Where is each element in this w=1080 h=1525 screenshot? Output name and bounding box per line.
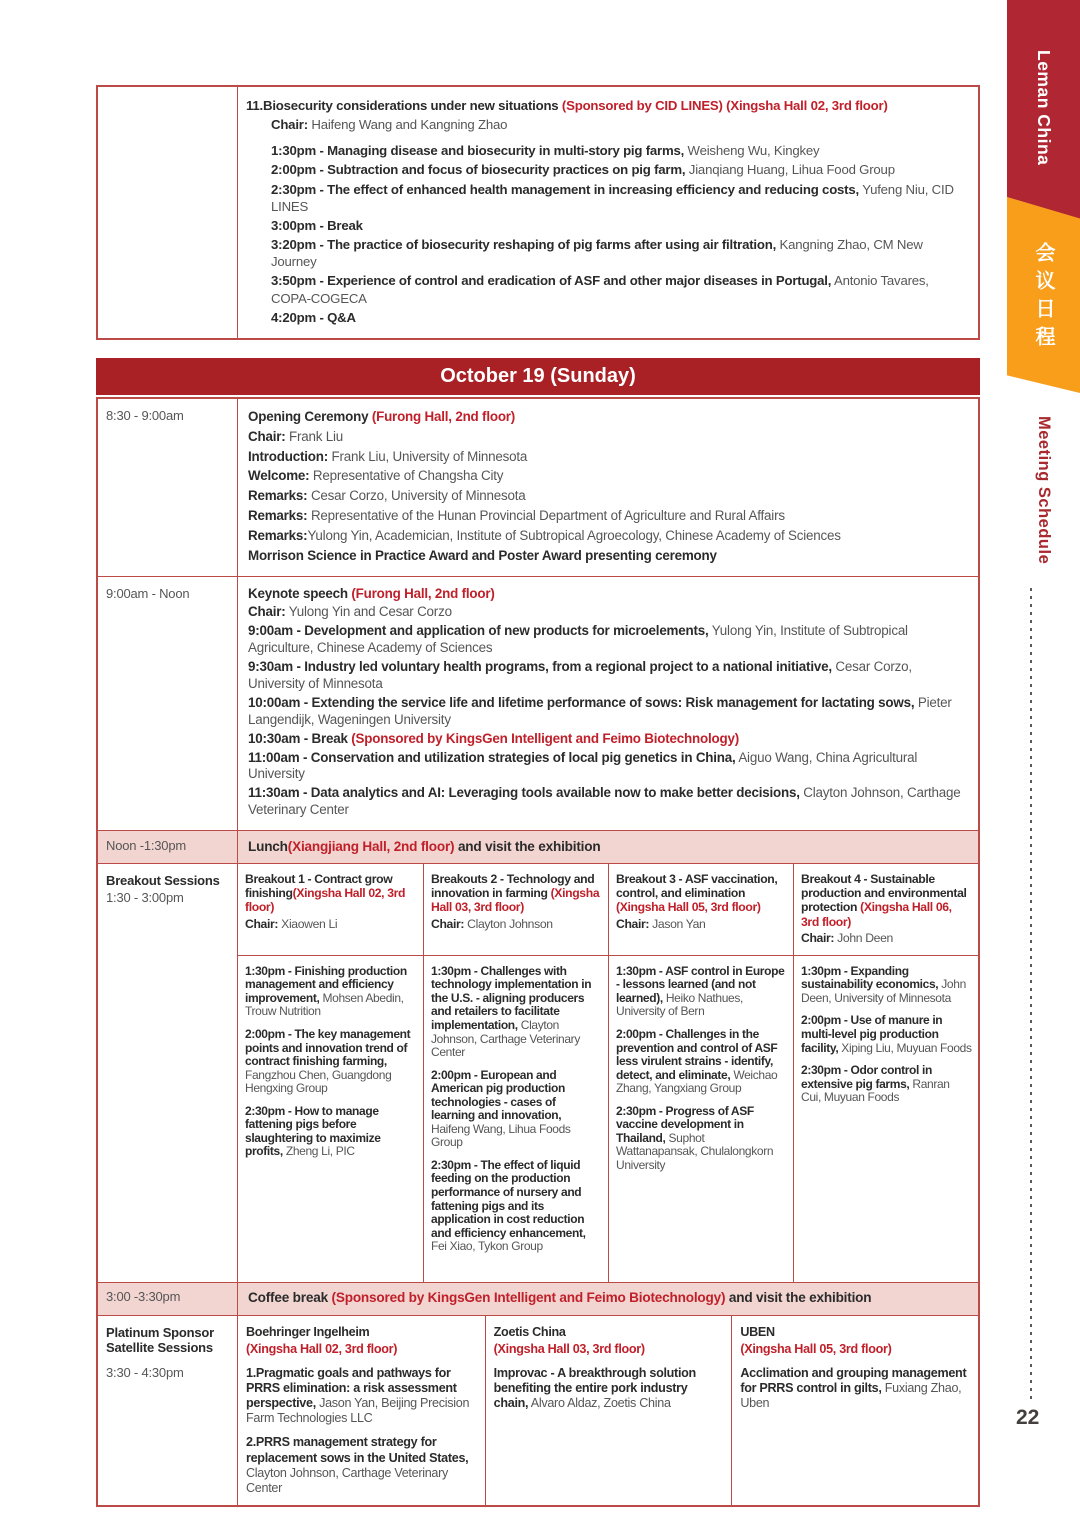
day-header: October 19 (Sunday)	[96, 358, 980, 395]
time-cell: 9:00am - Noon	[98, 577, 238, 831]
sidebar-dotted-divider	[1030, 588, 1032, 1403]
time-cell: 8:30 - 9:00am	[98, 399, 238, 576]
session-11-title: 11.Biosecurity considerations under new situations (Sponsored by CID LINES) (Xingsha Hall 02, 3rd floor)	[246, 98, 888, 113]
row-platinum-sponsor	[98, 1315, 978, 1505]
breakout-sessions-time: 1:30 - 3:00pm	[106, 889, 184, 905]
time-cell: Noon -1:30pm	[98, 831, 238, 863]
schedule-table	[96, 397, 980, 1507]
platinum-sessions-time: 3:30 - 4:30pm	[106, 1364, 184, 1380]
schedule-page-content	[96, 85, 980, 1507]
row-keynote	[98, 576, 978, 831]
platinum-boehringer-header: Boehringer Ingelheim (Xingsha Hall 02, 3rd floor)	[246, 1324, 398, 1356]
time-cell: 3:00 -3:30pm	[98, 1283, 238, 1315]
platinum-label-cell	[98, 1316, 238, 1505]
continuation-table	[96, 85, 980, 340]
row-lunch	[98, 830, 978, 863]
session-11-cell	[238, 87, 978, 338]
keynote-cell: Keynote speech (Furong Hall, 2nd floor) Chair: Yulong Yin and Cesar Corzo 9:00am - Development and application of new products for microelements, Yulong Yin, Institute of Subtropical Agriculture, Chinese Academy of Sciences 9:30am - Industry led voluntary health programs, from a regional project to a national initiative, Cesar Corzo, University of Minnesota 10:00am - Extending the service life and lifetime performance of sows: Risk management for lactating sows, Pieter Langendijk, Wageningen University 10:30am - Break (Sponsored by KingsGen Intelligent and Feimo Biotechnology) 11:00am - Conservation and utilization strategies of local pig genetics in China, Aiguo Wang, China Agricultural University 11:30am - Data analytics and AI: Leveraging tools available now to make better decisions, Clayton Johnson, Carthage Veterinary Center	[248, 585, 961, 818]
page-number: 22	[1016, 1406, 1040, 1429]
sidebar-section-label: Meeting Schedule	[1035, 415, 1053, 565]
platinum-zoetis-cell	[485, 1316, 732, 1505]
breakout-1-header: Breakout 1 - Contract grow finishing(Xingsha Hall 02, 3rd floor) Chair: Xiaowen Li	[238, 864, 423, 956]
platinum-boehringer-cell	[238, 1316, 485, 1505]
coffee-break-cell: Coffee break (Sponsored by KingsGen Intelligent and Feimo Biotechnology) and visit the exhibition	[248, 1290, 872, 1306]
opening-ceremony-cell: Opening Ceremony (Furong Hall, 2nd floor) Chair: Frank Liu Introduction: Frank Liu, University of Minnesota Welcome: Representative of Changsha City Remarks: Cesar Corzo, University of Minnesota Remarks: Representative of the Hunan Provincial Department of Agriculture and Rural Affairs Remarks:Yulong Yin, Academician, Institute of Subtropical Agroecology, Chinese Academy of Sciences Morrison Science in Practice Award and Poster Award presenting ceremony	[248, 408, 841, 563]
platinum-uben-header: UBEN (Xingsha Hall 05, 3rd floor)	[740, 1324, 892, 1356]
breakout-2-agenda: 1:30pm - Challenges with technology implementation in the U.S. - aligning producers and retailers to facilitate implementation, Clayton Johnson, Carthage Veterinary Center 2:00pm - European and American pig production technologies - cases of learning and innovation, Haifeng Wang, Lihua Foods Group 2:30pm - The effect of liquid feeding on the production performance of nursery and fattening pigs and its application in cost reduction and efficiency enhancement, Fei Xiao, Tykon Group	[423, 956, 608, 1282]
session-11-chair: Chair: Haifeng Wang and Kangning Zhao	[271, 117, 508, 133]
breakout-1-agenda: 1:30pm - Finishing production management and efficiency improvement, Mohsen Abedin, Trouw Nutrition 2:00pm - The key management points and innovation trend of contract finishing farming, Fangzhou Chen, Guangdong Hengxing Group 2:30pm - How to manage fattening pigs before slaughtering to maximize profits, Zheng Li, PIC	[245, 963, 411, 1159]
breakout-3-agenda: 1:30pm - ASF control in Europe - lessons learned (and not learned), Heiko Nathues, University of Bern 2:00pm - Challenges in the prevention and control of ASF less virulent strains - identify, detect, and eliminate, Weichao Zhang, Yangxiang Group 2:30pm - Progress of ASF vaccine development in Thailand, Suphot Wattanapansak, Chulalongkorn University	[608, 956, 793, 1282]
breakout-grid	[238, 864, 978, 1282]
sidebar-cn-label: 会议日程	[1032, 242, 1054, 354]
breakout-4-header: Breakout 4 - Sustainable production and environmental protection (Xingsha Hall 06, 3rd floor) Chair: John Deen	[793, 864, 978, 956]
platinum-sessions-label: Platinum Sponsor Satellite Sessions	[106, 1324, 215, 1356]
session-11-detail	[246, 116, 970, 326]
platinum-zoetis-header: Zoetis China (Xingsha Hall 03, 3rd floor)	[493, 1324, 645, 1356]
platinum-boehringer-agenda: 1.Pragmatic goals and pathways for PRRS elimination: a risk assessment perspective, Jason Yan, Beijing Precision Farm Technologies LLC 2.PRRS management strategy for replacement sows in the United States, Clayton Johnson, Carthage Veterinary Center	[246, 1366, 470, 1495]
sidebar-brand-label: Leman China	[1034, 49, 1054, 166]
session-11-agenda: 1:30pm - Managing disease and biosecurity in multi-story pig farms, Weisheng Wu, Kingkey 2:00pm - Subtraction and focus of biosecurity practices on pig farm, Jianqiang Huang, Lihua Food Group 2:30pm - The effect of enhanced health management in increasing efficiency and reducing costs, Yufeng Niu, CID LINES 3:00pm - Break 3:20pm - The practice of biosecurity reshaping of pig farms after using air filtration, Kangning Zhao, CM New Journey 3:50pm - Experience of control and eradication of ASF and other major diseases in Portugal, Antonio Tavares, COPA-COGECA 4:20pm - Q&A	[271, 143, 954, 325]
breakout-3-header: Breakout 3 - ASF vaccination, control, and elimination (Xingsha Hall 05, 3rd floor) Chair: Jason Yan	[608, 864, 793, 956]
lunch-cell: Lunch(Xiangjiang Hall, 2nd floor) and visit the exhibition	[248, 838, 601, 854]
breakout-label-cell	[98, 864, 238, 1282]
row-opening-ceremony	[98, 399, 978, 576]
breakout-2-header: Breakouts 2 - Technology and innovation in farming (Xingsha Hall 03, 3rd floor) Chair: Clayton Johnson	[423, 864, 608, 956]
continuation-time-cell-empty	[98, 87, 238, 338]
platinum-uben-agenda: Acclimation and grouping management for PRRS control in gilts, Fuxiang Zhao, Uben	[740, 1366, 967, 1411]
row-breakout-sessions	[98, 863, 978, 1282]
breakout-sessions-label: Breakout Sessions	[106, 873, 220, 889]
platinum-zoetis-agenda: Improvac - A breakthrough solution benefiting the entire pork industry chain, Alvaro Aldaz, Zoetis China	[493, 1366, 696, 1411]
breakout-4-agenda: 1:30pm - Expanding sustainability economics, John Deen, University of Minnesota 2:00pm - Use of manure in multi-level pig production facility, Xiping Liu, Muyuan Foods 2:30pm - Odor control in extensive pig farms, Ranran Cui, Muyuan Foods	[793, 956, 978, 1282]
platinum-grid	[238, 1316, 978, 1505]
row-coffee-break	[98, 1282, 978, 1315]
platinum-uben-cell	[731, 1316, 978, 1505]
